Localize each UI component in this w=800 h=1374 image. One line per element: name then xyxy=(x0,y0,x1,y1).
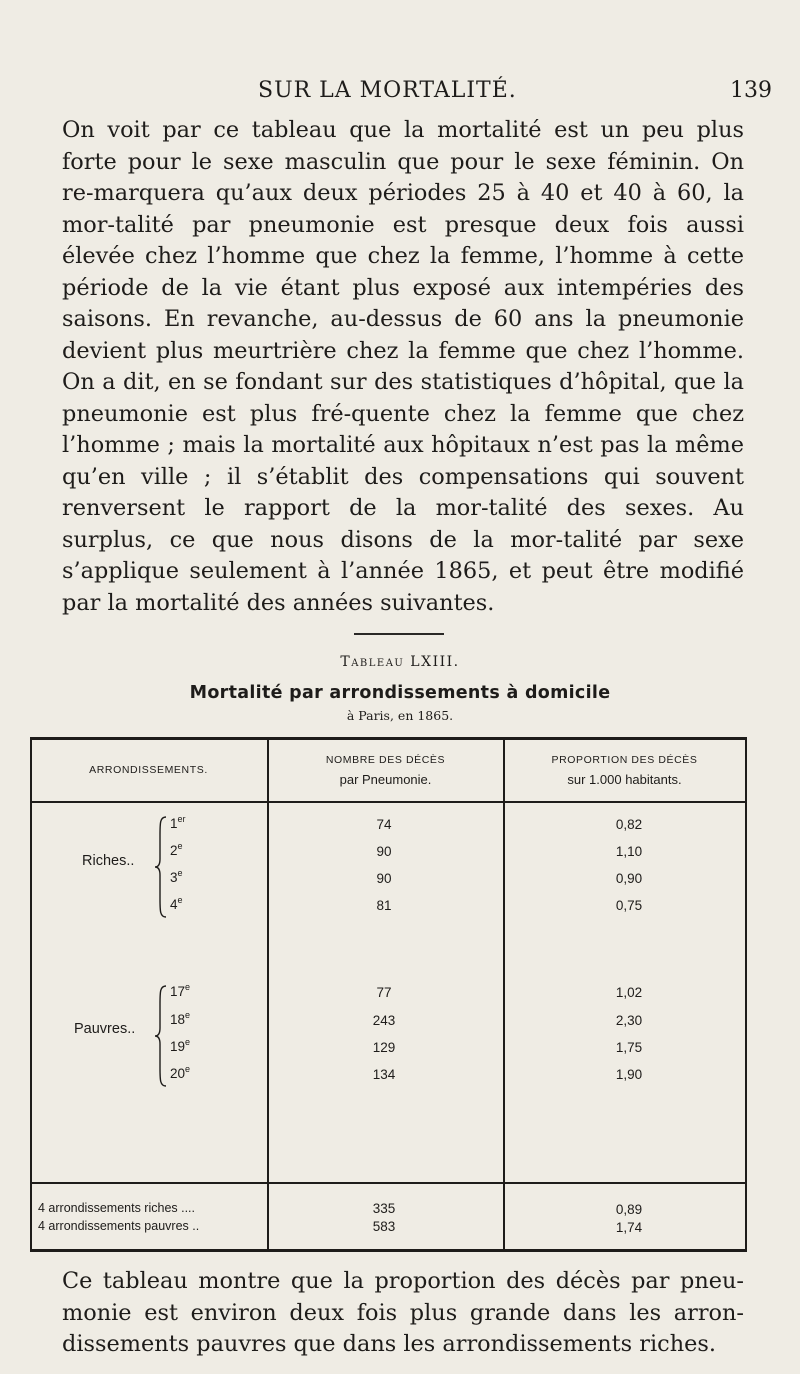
deaths-pauvres-18: 243 xyxy=(372,1013,396,1028)
page-number: 139 xyxy=(730,78,772,103)
header-arrondissements: ARRONDISSEMENTS. xyxy=(89,764,208,776)
ordinal-riches-1: 1er xyxy=(170,814,186,831)
total-deaths-riches: 335 xyxy=(372,1201,396,1216)
ordinal-pauvres-20: 20e xyxy=(170,1064,191,1081)
conclusion-paragraph: Ce tableau montre que la proportion des décès par pneu-monie est environ deux fois plus grande dans les arron-dissements pauvres que dans les arrondissements riches. xyxy=(62,1268,744,1357)
table-right-rule xyxy=(745,737,747,1252)
total-label-riches: 4 arrondissements riches .... xyxy=(38,1201,196,1215)
proportion-riches-3: 0,90 xyxy=(615,871,643,886)
proportion-riches-1: 0,82 xyxy=(615,817,643,832)
table-label: Tableau LXIII. xyxy=(340,654,460,670)
table-subtitle: à Paris, en 1865. xyxy=(346,708,454,723)
proportion-riches-2: 1,10 xyxy=(615,844,643,859)
table-left-rule xyxy=(30,737,32,1252)
table-title: Mortalité par arrondissements à domicile xyxy=(189,683,611,703)
proportion-riches-4: 0,75 xyxy=(615,898,643,913)
table-bottom-rule xyxy=(30,1249,747,1252)
ordinal-pauvres-17: 17e xyxy=(170,982,191,999)
running-title: SUR LA MORTALITÉ. xyxy=(258,78,517,103)
ordinal-riches-4: 4e xyxy=(170,895,183,912)
proportion-pauvres-20: 1,90 xyxy=(615,1067,643,1082)
proportion-pauvres-17: 1,02 xyxy=(615,985,643,1000)
deaths-riches-4: 81 xyxy=(376,898,392,913)
table-top-rule xyxy=(30,737,747,740)
ordinal-riches-2: 2e xyxy=(170,841,183,858)
header-proportion: PROPORTION DES DÉCÈS sur 1.000 habitants. xyxy=(551,754,698,787)
mortality-table xyxy=(30,737,747,1252)
table-col-rule-2 xyxy=(503,737,505,1252)
brace-pauvres-icon xyxy=(154,984,170,1088)
deaths-pauvres-17: 77 xyxy=(376,985,392,1000)
total-label-pauvres: 4 arrondissements pauvres .. xyxy=(38,1219,200,1233)
total-proportion-riches: 0,89 xyxy=(615,1202,643,1217)
group-label-riches: Riches.. xyxy=(82,853,135,869)
deaths-riches-1: 74 xyxy=(376,817,392,832)
ordinal-pauvres-18: 18e xyxy=(170,1010,191,1027)
proportion-pauvres-18: 2,30 xyxy=(615,1013,643,1028)
total-proportion-pauvres: 1,74 xyxy=(615,1220,643,1235)
table-header-rule xyxy=(30,801,747,803)
intro-paragraph: On voit par ce tableau que la mortalité est un peu plus forte pour le sexe masculin que pour le sexe féminin. On re-marquera qu’aux deux périodes 25 à 40 et 40 à 60, la mor-talité par pneumonie est presque deux fois aussi élevée chez l’homme que chez la femme, l’homme à cette période de la vie étant plus exposé aux intempéries des saisons. En revanche, au-dessus de 60 ans la pneumonie devient plus meurtrière chez la femme que chez l’homme. On a dit, en se fondant sur des statistiques d’hôpital, que la pneumonie est plus fré-quente chez la femme que chez l’homme ; mais la mortalité aux hôpitaux n’est pas la même qu’en ville ; il s’établit des compensations qui souvent renversent le rapport de la mor-talité des sexes. Au surplus, ce que nous disons de la mor-talité par sexe s’applique seulement à l’année 1865, et peut être modifié par la mortalité des années suivantes. xyxy=(62,117,744,616)
table-totals-rule xyxy=(30,1182,747,1184)
proportion-pauvres-19: 1,75 xyxy=(615,1040,643,1055)
group-label-pauvres: Pauvres.. xyxy=(74,1021,136,1037)
ordinal-pauvres-19: 19e xyxy=(170,1037,191,1054)
running-header xyxy=(0,78,800,108)
header-deaths: NOMBRE DES DÉCÈS par Pneumonie. xyxy=(325,754,446,787)
deaths-riches-2: 90 xyxy=(376,844,392,859)
ordinal-riches-3: 3e xyxy=(170,868,183,885)
deaths-riches-3: 90 xyxy=(376,871,392,886)
brace-riches-icon xyxy=(154,815,170,919)
section-divider xyxy=(354,633,444,635)
deaths-pauvres-20: 134 xyxy=(372,1067,396,1082)
table-col-rule-1 xyxy=(267,737,269,1252)
total-deaths-pauvres: 583 xyxy=(372,1219,396,1234)
deaths-pauvres-19: 129 xyxy=(372,1040,396,1055)
